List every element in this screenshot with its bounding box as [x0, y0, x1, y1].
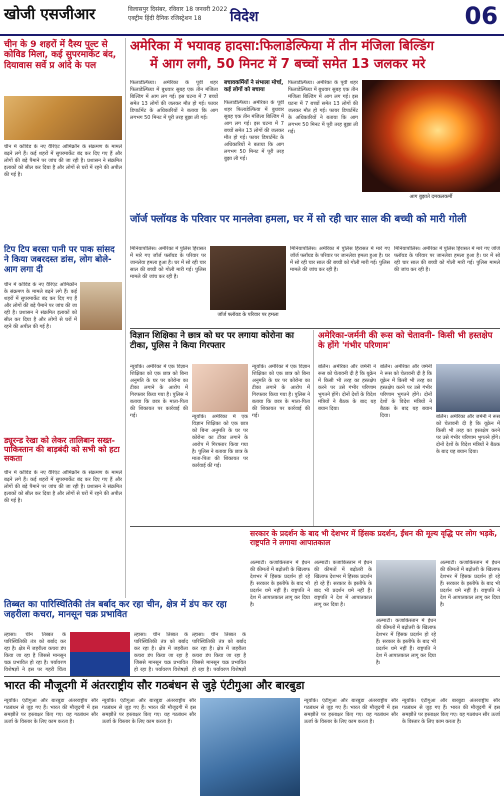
tibet-body-2: ल्हासा। चीन तिब्बत के पारिस्थितिकी तंत्र को बर्बाद कर रहा है। क्षेत्र में जहरीला कचरा डंप किया जा रहा है जिससे मानसून चक्र प्रभावित हो रहा है। पर्यावरण विशेषज्ञों [134, 632, 188, 672]
lead-body-3: फिलाडेल्फिया। अमेरिका के पूर्वी शहर फिलाडेल्फिया में बुधवार सुबह एक तीन मंजिला बिल्डिंग में आग लग गई। इस घटना में 7 बच्चों समेत 13 लोगों की जलकर मौत हो गई। फायर डिपार्टमेंट के अधिकारियों ने बताया कि आग लगभग 50 मिनट में पूरी तरह बुझा ली गई। [288, 80, 358, 135]
russia-body-2: बर्लिन। अमेरिका और जर्मनी ने रूस को चेतावनी दी है कि यूक्रेन में किसी भी तरह का हस्तक्षेप करने पर उसे गंभीर परिणाम भुगतने होंगे। दोनों देशों के विदेश मंत्रियों ने बैठक के बाद यह बयान दिया। [380, 364, 432, 419]
floyd-photo [210, 246, 286, 310]
kazakh-body-2: अल्माटी। कजाकिस्तान में ईंधन की कीमतों में बढ़ोतरी के खिलाफ देशभर में हिंसक प्रदर्शन हो रहे हैं। सरकार के इस्तीफे के बाद भी प्रदर्शन थमे नहीं हैं। राष्ट्रपति ने देश में आपातकाल लागू कर दिया है। [314, 560, 372, 608]
fire-photo [362, 80, 500, 192]
tibet-body-3: ल्हासा। चीन तिब्बत के पारिस्थितिकी तंत्र को बर्बाद कर रहा है। क्षेत्र में जहरीला कचरा डंप किया जा रहा है जिससे मानसून चक्र प्रभावित हो रहा है। पर्यावरण विशेषज्ञों [192, 632, 246, 672]
fire-photo-caption: आग बुझाते दमकलकर्मी [409, 194, 453, 200]
floyd-body-2: मिनियापोलिस। अमेरिका में पुलिस हिरासत में मारे गए जॉर्ज फ्लॉयड के परिवार पर जानलेवा हमला हुआ है। घर में सो रही चार साल की बच्ची को गोली मारी गई। पुलिस मामले की जांच कर रही है। [290, 246, 390, 273]
kazakh-body: अल्माटी। कजाकिस्तान में ईंधन की कीमतों में बढ़ोतरी के खिलाफ देशभर में हिंसक प्रदर्शन हो रहे हैं। सरकार के इस्तीफे के बाद भी प्रदर्शन थमे नहीं हैं। राष्ट्रपति ने देश में आपातकाल लागू कर दिया है। [250, 560, 310, 608]
newspaper-logo: खोजी एसजीआर [4, 5, 96, 23]
solar-headline: भारत की मौजूदगी में अंतरराष्ट्रीय सौर गठबंधन से जुड़े एंटीगुआ और बारबुडा [4, 679, 305, 692]
vaccine-body-2: न्यूयॉर्क। अमेरिका में एक विज्ञान शिक्षिका को एक छात्र को बिना अनुमति के घर पर कोरोना का टीका लगाने के आरोप में गिरफ्तार किया गया है। पुलिस ने बताया कि छात्र के माता-पिता की शिकायत पर कार्रवाई की गई। [192, 414, 248, 469]
column-divider [313, 330, 314, 526]
russia-body-3: बर्लिन। अमेरिका और जर्मनी ने रूस को चेतावनी दी है कि यूक्रेन में किसी भी तरह का हस्तक्षेप करने पर उसे गंभीर परिणाम भुगतने होंगे। दोनों देशों के विदेश मंत्रियों ने बैठक के बाद यह बयान दिया। [436, 414, 500, 455]
vaccine-photo [192, 364, 248, 412]
vaccine-body: न्यूयॉर्क। अमेरिका में एक विज्ञान शिक्षिका को एक छात्र को बिना अनुमति के घर पर कोरोना का टीका लगाने के आरोप में गिरफ्तार किया गया है। पुलिस ने बताया कि छात्र के माता-पिता की शिकायत पर कार्रवाई की गई। [130, 364, 188, 419]
left-headline-2: टिप टिप बरसा पानी पर पाक सांसद ने किया जबरदस्त डांस, लोग बोले- आग लगा दी [4, 245, 115, 275]
tibet-body: ल्हासा। चीन तिब्बत के पारिस्थितिकी तंत्र को बर्बाद कर रहा है। क्षेत्र में जहरीला कचरा डंप किया जा रहा है जिससे मानसून चक्र प्रभावित हो रहा है। पर्यावरण विशेषज्ञों ने इस पर गहरी चिंता [4, 632, 66, 672]
left-headline-3: ड्यूरन्ड रेखा को लेकर तालिबान सख्त-पाकिस्तान की बाड़बंदी को सभी को हटा सकता [4, 436, 120, 464]
tokayev-photo [376, 560, 436, 616]
lead-subhead: बचावकर्मियों ने संभाला मोर्चा, कई लोगों को बचाया [224, 80, 284, 93]
floyd-body: मिनियापोलिस। अमेरिका में पुलिस हिरासत में मारे गए जॉर्ज फ्लॉयड के परिवार पर जानलेवा हमला हुआ है। घर में सो रही चार साल की बच्ची को गोली मारी गई। पुलिस मामले की जांच कर रही है। [130, 246, 206, 280]
page-number: 06 [464, 2, 498, 30]
masthead [0, 0, 504, 36]
russia-headline: अमेरिका-जर्मनी की रूस को चेतावनी- किसी भी हस्तक्षेप के होंगे 'गंभीर परिणाम' [318, 331, 493, 351]
russia-body: बर्लिन। अमेरिका और जर्मनी ने रूस को चेतावनी दी है कि यूक्रेन में किसी भी तरह का हस्तक्षेप करने पर उसे गंभीर परिणाम भुगतने होंगे। दोनों देशों के विदेश मंत्रियों ने बैठक के बाद यह बयान दिया। [318, 364, 376, 412]
divider [130, 328, 500, 329]
tibet-flag-photo [70, 632, 130, 676]
lead-headline-1: अमेरिका में भयावह हादसा:फिलाडेल्फिया में तीन मंजिला बिल्डिंग [130, 39, 434, 54]
tibet-headline: तिब्बत का पारिस्थितिकी तंत्र बर्बाद कर रहा चीन, क्षेत्र में डंप कर रहा जहरीला कचरा, मानसून चक्र प्रभावित [4, 600, 227, 621]
lead-body: फिलाडेल्फिया। अमेरिका के पूर्वी शहर फिलाडेल्फिया में बुधवार सुबह एक तीन मंजिला बिल्डिंग में आग लग गई। इस घटना में 7 बच्चों समेत 13 लोगों की जलकर मौत हो गई। फायर डिपार्टमेंट के अधिकारियों ने बताया कि आग लगभग 50 मिनट में पूरी तरह बुझा ली गई। [130, 80, 218, 121]
kazakh-body-4: अल्माटी। कजाकिस्तान में ईंधन की कीमतों में बढ़ोतरी के खिलाफ देशभर में हिंसक प्रदर्शन हो रहे हैं। सरकार के इस्तीफे के बाद भी प्रदर्शन थमे नहीं हैं। राष्ट्रपति ने देश में आपातकाल लागू कर दिया है। [440, 560, 500, 608]
lead-body-2: फिलाडेल्फिया। अमेरिका के पूर्वी शहर फिलाडेल्फिया में बुधवार सुबह एक तीन मंजिला बिल्डिंग में आग लग गई। इस घटना में 7 बच्चों समेत 13 लोगों की जलकर मौत हो गई। फायर डिपार्टमेंट के अधिकारियों ने बताया कि आग लगभग 50 मिनट में पूरी तरह बुझा ली गई। [224, 100, 284, 162]
dateline [128, 5, 227, 23]
column-divider [125, 38, 126, 598]
vaccine-headline: विज्ञान शिक्षिका ने छात्र को घर पर लगाया कोरोना का टीका, पुलिस ने किया गिरफ्तार [130, 331, 294, 351]
solar-body-3: न्यूयॉर्क। एंटीगुआ और बारबुडा अंतरराष्ट्रीय सौर गठबंधन से जुड़ गए हैं। भारत की मौजूदगी में इस समझौते पर हस्ताक्षर किए गए। यह गठबंधन सौर ऊर्जा के विस्तार के लिए काम करता है। [304, 698, 398, 725]
mp-photo [80, 282, 122, 330]
covid-photo [4, 96, 122, 140]
solar-photo [200, 698, 300, 796]
solar-body-2: न्यूयॉर्क। एंटीगुआ और बारबुडा अंतरराष्ट्रीय सौर गठबंधन से जुड़ गए हैं। भारत की मौजूदगी में इस समझौते पर हस्ताक्षर किए गए। यह गठबंधन सौर ऊर्जा के विस्तार के लिए काम करता है। [102, 698, 196, 725]
floyd-caption: जॉर्ज फ्लॉयड के परिवार पर हमला [217, 312, 279, 318]
kazakh-body-3: अल्माटी। कजाकिस्तान में ईंधन की कीमतों में बढ़ोतरी के खिलाफ देशभर में हिंसक प्रदर्शन हो रहे हैं। सरकार के इस्तीफे के बाद भी प्रदर्शन थमे नहीं हैं। राष्ट्रपति ने देश में आपातकाल लागू कर दिया है। [376, 618, 436, 666]
kazakh-headline: सरकार के प्रदर्शन के बाद भी देशभर में हिंसक प्रदर्शन, ईंधन की मूल्य वृद्धि पर लोग भड़के, राष्ट्रपति ने लगाया आपातकाल [250, 529, 498, 547]
date-line-2: एक्ट्रीम हिंदी दैनिक रजिस्ट्रेशन 18 [128, 15, 202, 22]
divider [130, 526, 500, 527]
floyd-headline: जॉर्ज फ्लॉयड के परिवार पर मानलेवा हमला, घर में सो रही चार साल की बच्ची को मारी गोली [130, 214, 467, 225]
date-line-1: विलासपुर दिसंबर, रविवार 18 जनवरी 2022 [128, 6, 228, 13]
left-body-1: चीन में कोविड के नए वैरिएंट ओमिक्रॉन के संक्रमण के मामले बढ़ने लगे हैं। कई शहरों में सुपरमार्केट बंद कर दिए गए हैं और लोगों की बड़े पैमाने पर जांच की जा रही है। प्रशासन ने संक्रमित इलाकों को सील कर दिया है और लोगों से घरों में रहने की अपील की गई है। [4, 144, 122, 178]
left-body-3: चीन में कोविड के नए वैरिएंट ओमिक्रॉन के संक्रमण के मामले बढ़ने लगे हैं। कई शहरों में सुपरमार्केट बंद कर दिए गए हैं और लोगों की बड़े पैमाने पर जांच की जा रही है। प्रशासन ने संक्रमित इलाकों को सील कर दिया है और लोगों से घरों में रहने की अपील की गई है। [4, 470, 122, 504]
solar-body: न्यूयॉर्क। एंटीगुआ और बारबुडा अंतरराष्ट्रीय सौर गठबंधन से जुड़ गए हैं। भारत की मौजूदगी में इस समझौते पर हस्ताक्षर किए गए। यह गठबंधन सौर ऊर्जा के विस्तार के लिए काम करता है। [4, 698, 98, 725]
vaccine-body-3: न्यूयॉर्क। अमेरिका में एक विज्ञान शिक्षिका को एक छात्र को बिना अनुमति के घर पर कोरोना का टीका लगाने के आरोप में गिरफ्तार किया गया है। पुलिस ने बताया कि छात्र के माता-पिता की शिकायत पर कार्रवाई की गई। [252, 364, 310, 419]
left-headline-1: चीन के 9 शहरों में दैस्य पुल्ट से कोविड मिला, कई सुपरमार्केट बंद, दियावास सर्वे प्र आंदे के पल [4, 40, 117, 71]
solar-body-4: न्यूयॉर्क। एंटीगुआ और बारबुडा अंतरराष्ट्रीय सौर गठबंधन से जुड़ गए हैं। भारत की मौजूदगी में इस समझौते पर हस्ताक्षर किए गए। यह गठबंधन सौर ऊर्जा के विस्तार के लिए काम करता है। [402, 698, 500, 725]
section-title: विदेश [230, 9, 259, 25]
lead-headline-2: में आग लगी, 50 मिनट में 7 बच्चों समेत 13 जलकर मरे [150, 57, 426, 72]
divider [4, 676, 500, 677]
blinken-photo [436, 364, 500, 412]
left-body-2: चीन में कोविड के नए वैरिएंट ओमिक्रॉन के संक्रमण के मामले बढ़ने लगे हैं। कई शहरों में सुपरमार्केट बंद कर दिए गए हैं और लोगों की बड़े पैमाने पर जांच की जा रही है। प्रशासन ने संक्रमित इलाकों को सील कर दिया है और लोगों से घरों में रहने की अपील की गई है। [4, 282, 77, 330]
floyd-body-3: मिनियापोलिस। अमेरिका में पुलिस हिरासत में मारे गए जॉर्ज फ्लॉयड के परिवार पर जानलेवा हमला हुआ है। घर में सो रही चार साल की बच्ची को गोली मारी गई। पुलिस मामले की जांच कर रही है। [394, 246, 500, 273]
